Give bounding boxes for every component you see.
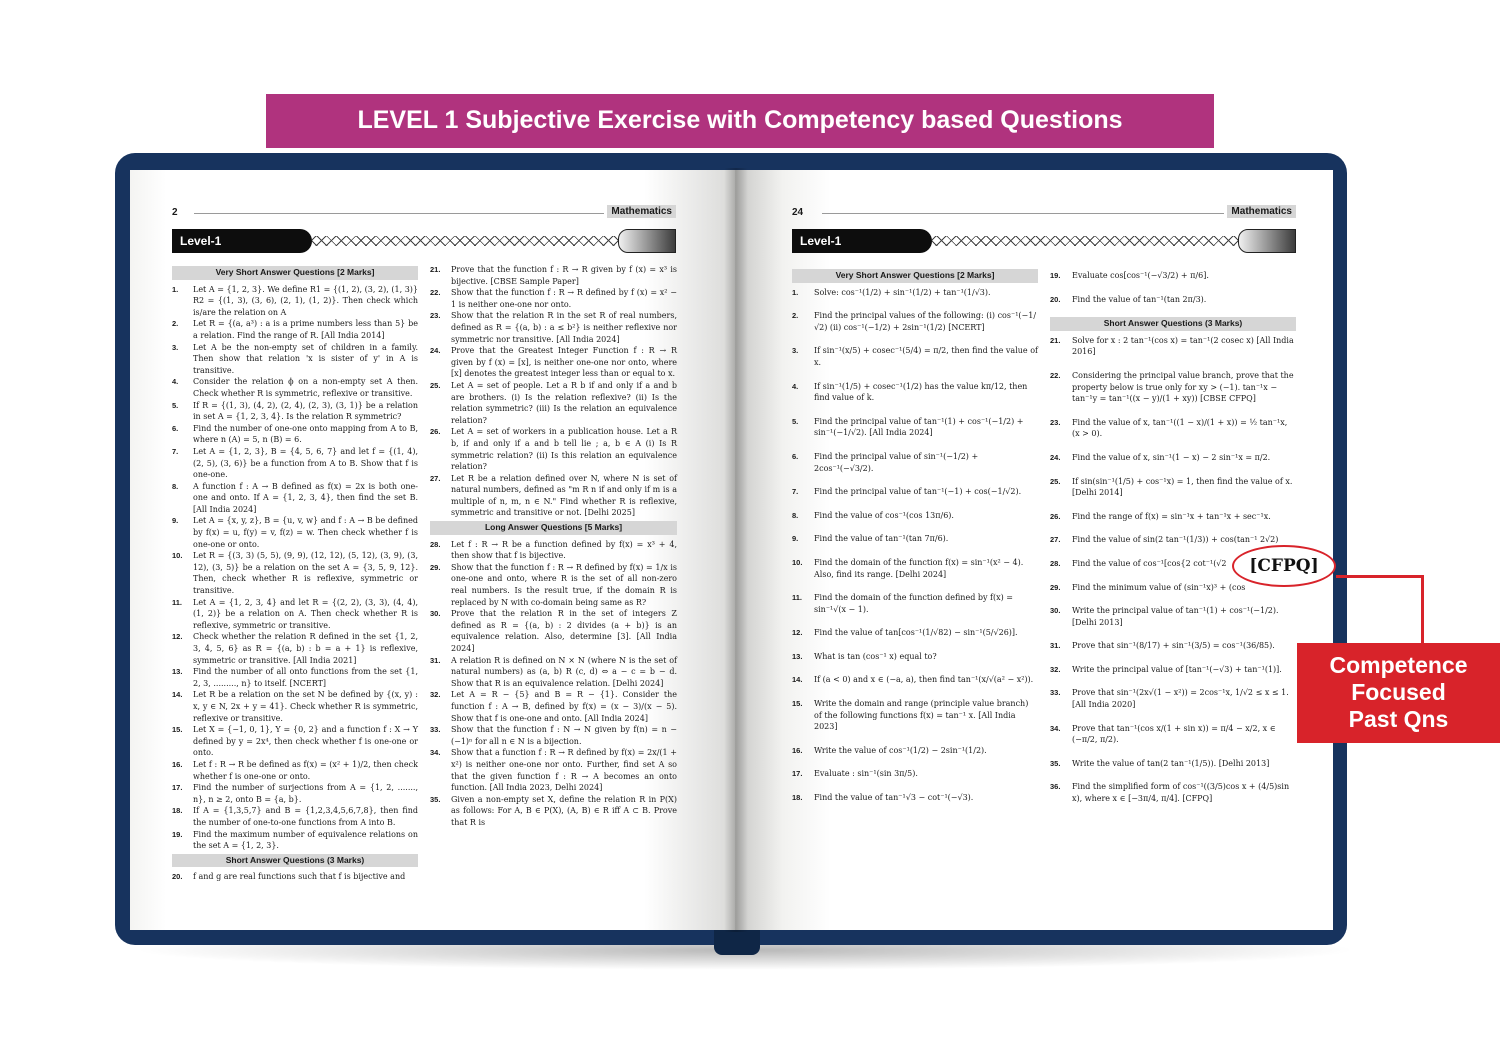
question-item [1050,781,1296,804]
question-number: 23. [1050,417,1061,427]
question-text: Find the simplified form of cos⁻¹((3/5)cos x + (4/5)sin x), where x ∈ [−3π/4, π/4]. [CFPQ] [1072,782,1290,804]
question-number: 3. [172,342,179,352]
question-item [1050,664,1296,676]
question-number: 17. [172,783,183,793]
question-item [172,759,418,782]
question-text: Prove that the relation R in the set of integers Z defined as R = {(a, b) : 2 divides (a + b)} is an equivalence relation. Also, determine [3]. [All India 2024] [451,609,677,653]
question-item [792,627,1038,639]
question-item [172,782,418,805]
question-item [172,284,418,319]
question-text: Find the minimum value of (sin⁻¹x)³ + (cos [1072,582,1246,592]
question-item [430,655,677,690]
left-level-bar [172,229,676,253]
question-number: 5. [792,416,799,426]
question-number: 19. [1050,271,1061,280]
question-item [792,557,1038,580]
question-text: If A = {1,3,5,7} and B = {1,2,3,4,5,6,7,8}, then find the number of one-to-one functions from A into B. [193,806,418,827]
question-item [172,400,418,423]
question-number: 16. [792,745,803,755]
question-item [172,515,418,550]
question-item [430,310,677,345]
title-banner [266,94,1214,148]
question-number: 34. [1050,723,1061,733]
question-text: Considering the principal value branch, prove that the property below is true only for xy > (−1). tan⁻¹x − tan⁻¹y = tan⁻¹((x − y)/(1 + xy)) [CBSE CFPQ] [1072,370,1294,404]
question-text: Evaluate : sin⁻¹(sin 3π/5). [814,769,918,779]
question-number: 24. [430,346,441,356]
question-text: Check whether the relation R defined in the set {1, 2, 3, 4, 5, 6} as R = {(a, b) : b = a + 1} is reflexive, symmetric or transitive. [All India 2021] [193,632,418,665]
question-number: 21. [1050,335,1061,345]
question-number: 19. [172,829,183,839]
left-column-1 [172,264,418,882]
question-item [1050,511,1296,523]
question-text: Let f : R → R be defined as f(x) = (x² + 1)/2, then check whether f is one-one or onto. [193,759,418,781]
question-number: 22. [1050,370,1061,380]
question-number: 9. [792,534,799,544]
callout-line: Competence [1329,652,1468,678]
question-item [792,674,1038,686]
question-number: 6. [792,451,799,461]
question-item [792,768,1038,780]
question-item [1050,534,1296,546]
question-number: 8. [792,510,799,520]
question-text: A function f : A → B defined as f(x) = 2x is both one-one and onto. If A = {1, 2, 3, 4}, then find the set B. [All India 2024] [193,481,418,514]
question-text: Let A = {1, 2, 3}. We define R1 = {(1, 2), (3, 2), (1, 3)} R2 = {(1, 3), (3, 6), (2, 1), (1, 2)}. Then check which is/are the relation on A [193,284,418,317]
callout-connector [1336,575,1424,578]
question-number: 31. [1050,641,1061,651]
question-item [1050,758,1296,770]
question-item [792,510,1038,522]
question-item [430,747,677,793]
question-item [1050,605,1296,628]
question-text: Prove that sin⁻¹(8/17) + sin⁻¹(3/5) = cos⁻¹(36/85). [1072,641,1275,651]
question-text: Let R be a relation on the set N be defined by {(x, y) : x, y ∈ N, 2x + y = 41}. Check whether R is symmetric, reflexive or transitive. [193,690,418,723]
question-text: If sin(sin⁻¹(1/5) + cos⁻¹x) = 1, then find the value of x. [Delhi 2014] [1072,476,1293,498]
question-item [1050,335,1296,358]
question-number: 22. [430,288,441,298]
left-level-label: Level-1 [172,229,312,253]
question-number: 17. [792,769,803,779]
question-text: Find the value of tan⁻¹(tan 2π/3). [1072,294,1207,304]
question-text: Write the principal value of [tan⁻¹(−√3) + tan⁻¹(1)]. [1072,664,1282,674]
question-number: 27. [1050,535,1061,545]
question-text: Find the value of cos⁻¹(cos 13π/6). [814,510,954,520]
question-item [792,745,1038,757]
question-number: 20. [1050,294,1061,304]
question-text: Find the number of one-one onto mapping from A to B, where n (A) = 5, n (B) = 6. [193,423,418,445]
question-item [792,486,1038,498]
question-item [430,608,677,654]
question-text: Find the range of f(x) = sin⁻¹x + tan⁻¹x + sec⁻¹x. [1072,511,1271,521]
question-item [792,651,1038,663]
question-text: Find the domain of the function f(x) = sin⁻¹(x² − 4). Also, find its range. [Delhi 2024] [814,557,1024,579]
question-item [430,264,677,287]
question-item [792,345,1038,368]
question-text: Find the maximum number of equivalence relations on the set A = {1, 2, 3}. [193,829,418,851]
question-item [172,342,418,377]
page-gutter [724,168,748,932]
right-running-head [792,205,1296,221]
question-text: Write the domain and range (principle value branch) of the following functions f(x) = tan⁻¹ x. [All India 2023] [814,699,1029,732]
question-text: Find the number of all onto functions from the set {1, 2, 3, ........., n} to itself. [NCERT] [193,667,418,688]
header-rule [822,213,1224,214]
left-running-head [172,205,676,221]
callout-line: Past Qns [1348,706,1449,732]
left-column-2 [430,264,677,870]
question-item [1050,370,1296,405]
question-item [792,310,1038,333]
question-item [430,562,677,608]
question-item [430,345,677,380]
section-heading: Short Answer Questions (3 Marks) [172,854,418,868]
question-text: Find the value of tan⁻¹(tan 7π/6). [814,534,949,544]
section-heading: Very Short Answer Questions [2 Marks] [792,269,1038,283]
question-item [172,423,418,446]
question-text: Prove that the Greatest Integer Function f : R → R given by f (x) = [x], is neither one-one nor onto, where [x] denotes the greatest integer less than or equal to x. [451,346,677,379]
question-item [172,631,418,666]
question-item [1050,476,1296,499]
question-text: Let A = {1, 2, 3}, B = {4, 5, 6, 7} and let f = {(1, 4), (2, 5), (3, 6)} be a function from A to B. Show that f is one-one. [193,446,418,480]
question-list [172,871,418,883]
question-list [792,287,1038,804]
question-text: If sin⁻¹(x/5) + cosec⁻¹(5/4) = π/2, then find the value of x. [814,346,1038,367]
question-number: 1. [792,287,799,297]
question-number: 26. [1050,511,1061,521]
right-level-label: Level-1 [792,229,932,253]
left-subject-label: Mathematics [607,205,676,218]
question-number: 18. [792,793,803,803]
cfpq-badge: [CFPQ] [1232,545,1336,587]
question-item [430,689,677,724]
question-number: 31. [430,655,441,665]
question-text: Find the value of x, sin⁻¹(1 − x) − 2 sin⁻¹x = π/2. [1072,452,1271,462]
banner-title: LEVEL 1 Subjective Exercise with Competency based Questions [357,106,1123,134]
question-item [172,376,418,399]
question-item [430,724,677,747]
question-number: 5. [172,400,179,410]
question-number: 35. [1050,758,1061,768]
question-number: 10. [172,551,183,561]
question-text: Write the value of cos⁻¹(1/2) − 2sin⁻¹(1/2). [814,745,987,755]
callout-connector [1421,575,1424,645]
question-number: 16. [172,759,183,769]
question-number: 27. [430,473,441,483]
question-item [792,287,1038,299]
question-item [172,318,418,341]
question-text: Find the principal value of sin⁻¹(−1/2) + 2cos⁻¹(−√3/2). [814,451,979,473]
question-text: Let R = {(3, 3) (5, 5), (9, 9), (12, 12), (5, 12), (3, 9), (3, 12), (3, 5)} be a relation on the set A = {3, 5, 9, 12}. Then, check whether R is reflexive, symmetric or transitive. [193,551,418,596]
question-number: 23. [430,311,441,321]
question-number: 34. [430,748,441,758]
left-page-number: 2 [172,207,178,218]
question-number: 12. [172,632,183,642]
question-item [792,416,1038,439]
question-number: 15. [792,699,803,709]
question-item [1050,640,1296,652]
question-number: 4. [792,381,799,391]
question-text: Evaluate cos[cos⁻¹(−√3/2) + π/6]. [1072,271,1209,280]
question-text: Consider the relation ϕ on a non-empty set A then. Check whether R is symmetric, reflexive or transitive. [193,377,418,398]
question-item [430,287,677,310]
question-text: Let X = {−1, 0, 1}, Y = {0, 2} and a function f : X → Y defined by y = 2x⁴, then check whether f is one-one or onto. [193,725,418,758]
question-text: Prove that the function f : R → R given by f (x) = x³ is bijective. [CBSE Sample Paper] [451,265,677,286]
question-text: Let A = set of people. Let a R b if and only if a and b are brothers. (i) Is the relation reflexive? (ii) Is the relation symmetric? (iii) Is the relation an equivalence relation? [451,380,677,425]
question-number: 36. [1050,782,1061,792]
question-item [172,550,418,596]
question-item [172,689,418,724]
question-number: 33. [430,725,441,735]
question-text: Show that the function f : R → R defined by f (x) = x² − 1 is neither one-one nor onto. [451,288,677,309]
question-text: Find the principal values of the following: (i) cos⁻¹(−1/√2) (ii) cos⁻¹(−1/2) + 2sin⁻¹(1/2) [NCERT] [814,311,1037,332]
question-text: Find the value of tan⁻¹√3 − cot⁻¹(−√3). [814,793,974,803]
question-text: Write the principal value of tan⁻¹(1) + cos⁻¹(−1/2). [Delhi 2013] [1072,606,1279,627]
callout-line: Focused [1351,679,1446,705]
question-number: 11. [172,597,183,607]
question-number: 30. [1050,606,1061,616]
question-number: 24. [1050,452,1061,462]
question-text: If R = {(1, 3), (4, 2), (2, 4), (2, 3), (3, 1)} be a relation in set A = {1, 2, 3, 4}. Is the relation R symmetric? [193,400,418,422]
question-text: Let R be a relation defined over N, where N is set of natural numbers, defined as "m R n if and only if m is a multiple of n, m, n ∈ N." Find whether R is reflexive, symmetric and transitive or not. [Delhi 2025] [451,473,677,518]
question-item [1050,452,1296,464]
right-subject-label: Mathematics [1227,205,1296,218]
level-bar-endcap [1238,229,1296,253]
section-heading: Short Answer Questions (3 Marks) [1050,317,1296,331]
question-text: Write the value of tan(2 tan⁻¹(1/5)). [Delhi 2013] [1072,758,1270,768]
question-number: 21. [430,265,441,274]
right-page-number: 24 [792,207,804,218]
question-text: If (a < 0) and x ∈ (−a, a), then find tan⁻¹(x/√(a² − x²)). [814,675,1034,685]
question-text: Solve: cos⁻¹(1/2) + sin⁻¹(1/2) + tan⁻¹(1/√3). [814,287,991,297]
question-item [1050,270,1296,282]
question-text: Find the value of cos⁻¹[cos{2 cot⁻¹(√2 [1072,558,1227,568]
right-level-bar [792,229,1296,253]
question-list [430,264,677,519]
question-list [430,539,677,829]
question-item [172,597,418,632]
question-number: 18. [172,806,183,816]
question-item [172,829,418,852]
zigzag-divider [312,236,618,246]
question-item [430,473,677,519]
question-number: 14. [792,675,803,685]
question-number: 28. [1050,558,1061,568]
question-item [792,451,1038,474]
question-number: 35. [430,794,441,804]
question-text: Prove that tan⁻¹(cos x/(1 + sin x)) = π/4 − x/2, x ∈ (−π/2, π/2). [1072,723,1276,745]
right-column-1 [792,267,1038,857]
question-number: 9. [172,516,179,526]
section-heading: Very Short Answer Questions [2 Marks] [172,266,418,280]
question-text: If sin⁻¹(1/5) + cosec⁻¹(1/2) has the value kπ/12, then find value of k. [814,381,1028,403]
question-text: Let A = {1, 2, 3, 4} and let R = {(2, 2), (3, 3), (4, 4), (1, 2)} be a relation on A. Then check whether R is reflexive, symmetric or transitive. [193,597,418,630]
question-text: Let R = {(a, a³) : a is a prime numbers less than 5} be a relation. Find the range of R. [All India 2014] [193,319,418,340]
question-item [430,539,677,562]
question-number: 25. [430,380,441,390]
question-number: 1. [172,284,179,294]
question-text: Let A = R − {5} and B = R − {1}. Consider the function f : A → B, defined by f(x) = (x − 3)/(x − 5). Show that f is one-one and onto. [All India 2024] [451,690,677,723]
question-item [172,871,418,883]
question-number: 26. [430,427,441,437]
question-text: Find the value of x, tan⁻¹((1 − x)/(1 + x)) = ½ tan⁻¹x, (x > 0). [1072,417,1288,439]
question-number: 29. [1050,582,1061,592]
question-item [172,666,418,689]
question-number: 8. [172,481,179,491]
question-item [430,380,677,426]
section-heading: Long Answer Questions [5 Marks] [430,521,677,535]
question-item [792,592,1038,615]
question-number: 3. [792,346,799,356]
question-number: 29. [430,562,441,572]
question-number: 25. [1050,476,1061,486]
question-text: Show that the function f : R → R defined by f(x) = 1/x is one-one and onto, where R is the set of all non-zero real numbers. Is the result true, if the domain R is replaced by N with co-domain being same as R? [451,562,677,607]
question-text: Let A = set of workers in a publication house. Let a R b, if and only if a and b tell lie ; a, b ∈ A (i) Is R symmetric relation? (ii) Is this relation an equivalence relation? [451,427,677,472]
question-item [1050,687,1296,710]
question-text: Solve for x : 2 tan⁻¹(cos x) = tan⁻¹(2 cosec x) [All India 2016] [1072,335,1294,357]
question-text: Find the domain of the function defined by f(x) = sin⁻¹√(x − 1). [814,593,1013,614]
zigzag-divider [932,236,1238,246]
callout-box [1297,643,1500,743]
question-item [1050,294,1296,306]
question-text: Find the value of tan[cos⁻¹(1/√82) − sin⁻¹(5/√26)]. [814,628,1018,638]
question-number: 4. [172,377,179,387]
question-number: 32. [1050,664,1061,674]
header-rule [194,213,604,214]
question-number: 32. [430,690,441,700]
question-text: Given a non-empty set X, define the relation R in P(X) as follows: For A, B ∈ P(X), (A, B) ∈ R iff A ⊂ B. Prove that R is [451,794,677,827]
question-number: 12. [792,628,803,638]
question-text: Find the principal value of tan⁻¹(1) + cos⁻¹(−1/2) + sin⁻¹(−1/√2). [All India 2024] [814,416,1024,438]
level-bar-endcap [618,229,676,253]
question-item [1050,417,1296,440]
question-item [792,533,1038,545]
question-item [430,426,677,472]
question-item [172,481,418,516]
question-number: 2. [792,311,799,321]
question-number: 28. [430,539,441,549]
question-item [172,805,418,828]
question-list [1050,270,1296,305]
question-number: 13. [792,651,803,661]
question-item [172,446,418,481]
question-number: 33. [1050,688,1061,698]
question-item [430,794,677,829]
question-text: Show that the function f : N → N given by f(n) = n − (−1)ⁿ for all n ∈ N is a bijection. [451,725,677,746]
question-text: Show that a function f : R → R defined by f(x) = 2x/(1 + x²) is neither one-one nor onto. Further, find set A so that the given function f : R → A becomes an onto function. [All India 2023, Delhi 2024] [451,748,677,793]
question-number: 7. [172,446,179,456]
question-text: Let A be the non-empty set of children in a family. Then show that relation 'x is sister of y' in A is transitive. [193,342,418,375]
question-text: Prove that sin⁻¹(2x√(1 − x²)) = 2cos⁻¹x, 1/√2 ≤ x ≤ 1. [All India 2020] [1072,688,1289,710]
question-text: What is tan (cos⁻¹ x) equal to? [814,651,937,661]
question-number: 7. [792,487,799,497]
question-item [792,381,1038,404]
question-number: 20. [172,872,183,882]
question-number: 11. [792,593,803,603]
question-number: 14. [172,690,183,700]
question-text: Find the number of surjections from A = {1, 2, ......., n}, n ≥ 2, onto B = {a, b}. [193,783,418,804]
question-text: Show that the relation R in the set R of real numbers, defined as R = {(a, b) : a ≤ b²} is neither reflexive nor symmetric nor transitive. [All India 2024] [451,311,677,344]
question-text: Find the value of sin(2 tan⁻¹(1/3)) + cos(tan⁻¹ 2√2) [1072,535,1279,545]
question-text: Find the principal value of tan⁻¹(−1) + cos(−1/√2). [814,487,1022,497]
question-item [792,792,1038,804]
question-item [172,724,418,759]
question-number: 15. [172,725,183,735]
question-number: 13. [172,667,183,677]
question-number: 10. [792,557,803,567]
question-list [172,284,418,852]
question-text: A relation R is defined on N × N (where N is the set of natural numbers) as (a, b) R (c, d) ⇔ a − c = b − d. Show that R is an equivalence relation. [Delhi 2024] [451,655,677,688]
question-item [792,698,1038,733]
question-text: Let A = {x, y, z}, B = {u, v, w} and f : A → B be defined by f(x) = u, f(y) = v, f(z) = w. Then check whether f is one-one or onto. [193,516,418,549]
question-text: Let f : R → R be a function defined by f(x) = x³ + 4, then show that f is bijective. [451,539,677,561]
question-number: 30. [430,609,441,619]
question-item [1050,723,1296,746]
question-number: 6. [172,423,179,433]
question-number: 2. [172,319,179,329]
question-text: f and g are real functions such that f is bijective and [193,872,406,882]
